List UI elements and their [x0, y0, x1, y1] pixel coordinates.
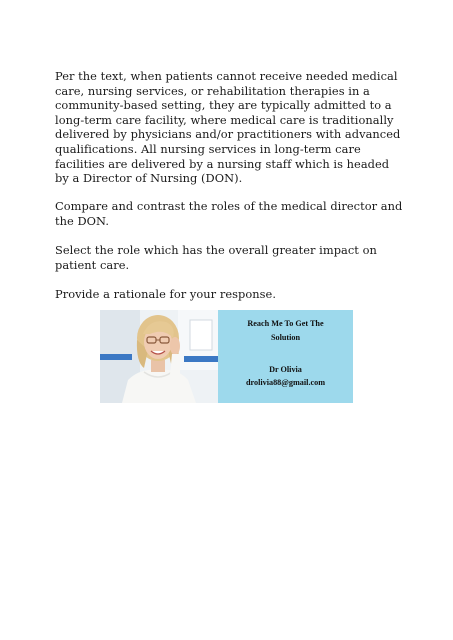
select-text: Select the role which has the overall greater impact on patient care. — [55, 243, 377, 272]
compare-text: Compare and contrast the roles of the medical director and the DON. — [55, 199, 403, 228]
ad-headline-line2: Solution — [270, 333, 301, 342]
ad-headline-line1: Reach Me To Get The — [247, 319, 324, 328]
compare-paragraph — [55, 199, 405, 228]
provide-paragraph — [55, 287, 405, 302]
intro-paragraph — [55, 69, 405, 186]
contact-ad-banner — [100, 310, 353, 403]
select-paragraph — [55, 243, 405, 272]
provide-text: Provide a rationale for your response. — [55, 287, 277, 301]
woman-photo — [100, 310, 218, 403]
woman-photo-illustration — [100, 310, 218, 403]
ad-contact-email[interactable]: drolivia88@gmail.com — [245, 378, 326, 387]
intro-text: Per the text, when patients cannot receive needed medical care, nursing services, or rehabilitation therapies in a community-based setting, they are typically admitted to a long-term care facility, where medical care is traditionally delivered by physicians and/or practitioners with advanced qualifications. All nursing services in long-term care facilities are delivered by a nursing staff which is headed by a Director of Nursing (DON). — [55, 69, 401, 186]
ad-contact-name: Dr Olivia — [269, 365, 302, 374]
contact-info-panel — [218, 310, 353, 403]
